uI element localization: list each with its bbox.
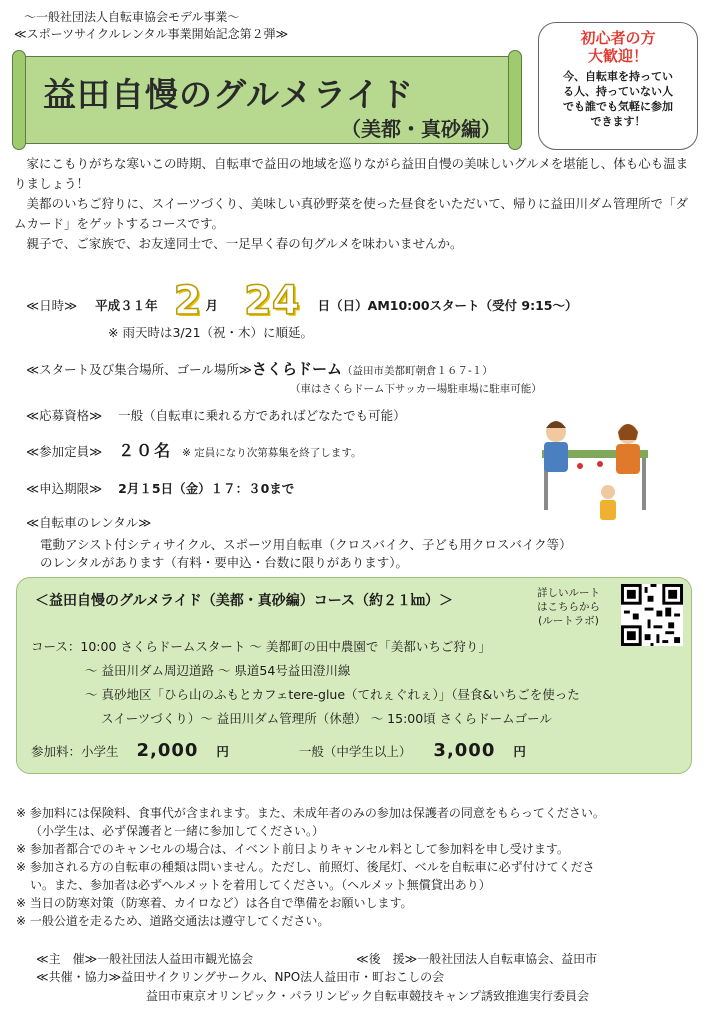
note-item: ※ 参加者都合でのキャンセルの場合は、イベント前日よりキャンセル料として参加料を申し受けます。 [16, 842, 569, 856]
banner-body [18, 56, 518, 144]
rain-note: ※ 雨天時は3/21（祝・木）に順延。 [108, 325, 314, 340]
footer-support: ≪後 援≫一般社団法人自転車協会、益田市 [356, 952, 598, 966]
course-box [16, 577, 692, 774]
place-row [26, 360, 493, 380]
note-item: （小学生は、必ず保護者と一緒に参加してください。） [30, 824, 325, 838]
date-month: 2 [173, 278, 202, 324]
qr-label-1: 詳しいルート [537, 587, 600, 599]
course-line-1: コース：10:00 さくらドームスタート 〜 美都町の田中農園で「美都いちご狩り」 [31, 639, 491, 654]
fee-row [31, 742, 526, 761]
header-line-1: 〜一般社団法人自転車協会モデル事業〜 [24, 10, 240, 24]
note-item: ※ 一般公道を走るため、道路交通法は遵守してください。 [16, 914, 330, 928]
scroll-right-roll [508, 50, 522, 150]
rental-line-1: 電動アシスト付シティサイクル、スポーツ用自転車（クロスバイク、子ども用クロスバイク等） [40, 537, 572, 552]
deadline-label: ≪申込期限≫ [26, 481, 103, 496]
title-banner [12, 50, 522, 150]
badge-head-2: 大歓迎！ [587, 47, 648, 65]
date-label: ≪日時≫ [26, 298, 78, 313]
beginner-badge [538, 22, 698, 150]
page-subtitle: （美都・真砂編） [341, 117, 501, 141]
badge-head-1: 初心者の方 [580, 29, 656, 47]
course-line-3: 〜 真砂地区「ひら山のふもとカフェtere-glue（てれぇぐれぇ）」（昼食&いちごを使った [85, 687, 580, 702]
fee-child-label: 参加料：小学生 [31, 744, 119, 759]
course-title: ＜益田自慢のグルメライド（美都・真砂編）コース（約２１㎞）＞ [35, 593, 454, 609]
note-item: ※ 当日の防寒対策（防寒着、カイロなど）は各自で準備をお願いします。 [16, 896, 413, 910]
capacity-value: ２０名 [118, 441, 173, 460]
note-item: い。また、参加者は必ずヘルメットを着用してください。（ヘルメット無償貸出あり） [30, 878, 491, 892]
eligibility-label: ≪応募資格≫ [26, 408, 103, 423]
fee-child-value: 2,000 [136, 740, 199, 761]
badge-text-2: る人、持っていない人 [563, 85, 673, 98]
deadline-value: 2月１5日（金）１７：３0まで [118, 481, 295, 496]
course-line-2: 〜 益田川ダム周辺道路 〜 県道54号益田澄川線 [85, 663, 351, 678]
era-year: 平成３１年 [95, 298, 158, 313]
badge-text-3: でも誰でも気軽に参加 [563, 100, 673, 113]
capacity-label: ≪参加定員≫ [26, 444, 103, 459]
date-day: 24 [244, 278, 300, 324]
notes-list [16, 804, 702, 930]
page-title: 益田自慢のグルメライド [43, 75, 415, 114]
date-day-rest: 日（日）AM10:00スタート（受付 9:15〜） [317, 298, 578, 313]
fee-child-yen: 円 [216, 744, 229, 759]
eligibility-row [26, 407, 406, 425]
capacity-row [26, 442, 361, 462]
eligibility-value: 一般（自転車に乗れる方であればどなたでも可能） [118, 408, 406, 423]
header-line-2: ≪スポーツサイクルレンタル事業開始記念第２弾≫ [14, 27, 289, 41]
scroll-left-roll [12, 50, 26, 150]
capacity-note: ※ 定員になり次第募集を終了します。 [182, 447, 362, 459]
date-row [26, 278, 578, 324]
course-line-4: スイーツづくり）〜 益田川ダム管理所（休憩） 〜 15:00頃 さくらドームゴール [101, 711, 552, 726]
deadline-row [26, 480, 294, 498]
rental-line-2: のレンタルがあります（有料・要申込・台数に限りがあります）。 [40, 555, 408, 570]
intro-paragraph-2: 美都のいちご狩りに、スイーツづくり、美味しい真砂野菜を使った昼食をいただいて、帰りに益田川ダム管理所で「ダムカード」をゲットするコースです。 [14, 196, 689, 231]
fee-adult-value: 3,000 [433, 740, 496, 761]
note-item: ※ 参加される方の自転車の種類は問いません。ただし、前照灯、後尾灯、ベルを自転車に必ず付けてくださ [16, 860, 595, 874]
badge-text-1: 今、自転車を持ってい [563, 70, 673, 83]
parking-note: （車はさくらドーム下サッカー場駐車場に駐車可能） [290, 383, 542, 395]
fee-adult-label: 一般（中学生以上） [298, 744, 412, 759]
qr-code[interactable] [621, 584, 683, 646]
note-item: ※ 参加料には保険料、食事代が含まれます。また、未成年者のみの参加は保護者の同意をもらってください。 [16, 806, 605, 820]
qr-label-2: はこちらから [537, 601, 600, 613]
place-name: さくらドーム [251, 360, 342, 378]
intro-paragraph-1: 家にこもりがちな寒いこの時期、自転車で益田の地域を巡りながら益田自慢の美味しいグルメを堪能し、体も心も温まりましょう！ [14, 156, 689, 191]
footer-cohost: ≪共催・協力≫益田サイクリングサークル、NPO法人益田市・町おこしの会 [36, 970, 445, 984]
qr-label-3: (ルートラボ) [538, 615, 599, 627]
place-label: ≪スタート及び集合場所、ゴール場所≫ [26, 362, 252, 377]
date-month-unit: 月 [205, 298, 219, 313]
footer-organizer: ≪主 催≫一般社団法人益田市観光協会 [36, 952, 254, 966]
qr-label [537, 586, 600, 628]
strawberry-picking-illustration [536, 410, 654, 526]
badge-text-4: できます！ [590, 115, 646, 128]
fee-adult-yen: 円 [513, 744, 526, 759]
intro-paragraph-3: 親子で、ご家族で、お友達同士で、一足早く春の旬グルメを味わいませんか。 [26, 236, 463, 251]
rental-label: ≪自転車のレンタル≫ [26, 515, 152, 530]
intro-text [14, 154, 696, 254]
place-address: （益田市美都町朝倉１６７-１） [341, 365, 493, 377]
footer-committee: 益田市東京オリンピック・パラリンピック自転車競技キャンプ誘致推進実行委員会 [146, 989, 590, 1003]
